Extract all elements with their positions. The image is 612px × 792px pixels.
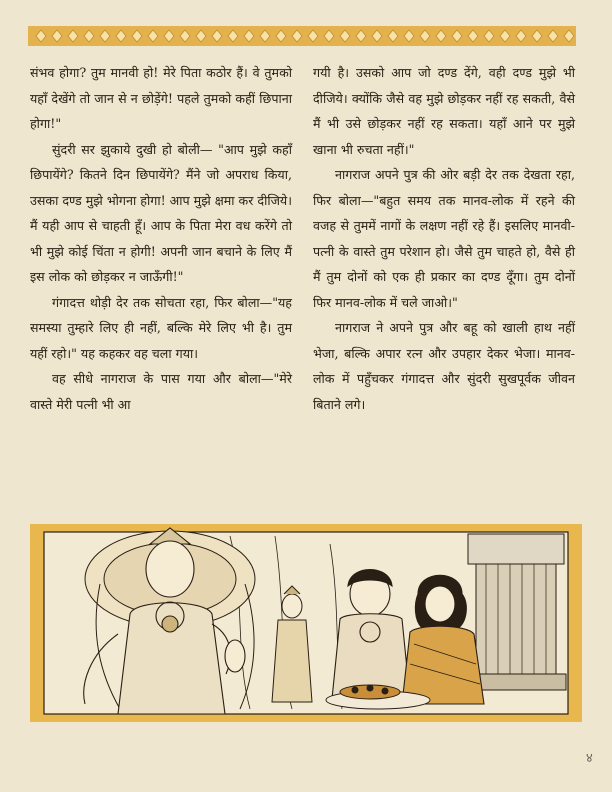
paragraph: सुंदरी सर झुकाये दुखी हो बोली— "आप मुझे कहाँ छिपायेंगे? कितने दिन छिपायेंगे? मैंने जो अपराध किया, उसका दण्ड मुझे भोगना होगा! आप मुझे क्षमा कर दीजिये। मैं यही आप से चाहती हूँ। आप के पिता मेरा वध करेंगे तो भी मुझे कोई चिंता न होगी! अपनी जान बचाने के लिए मैं इस लोक को छोड़कर न जाऊँगी!"	[30, 141, 293, 284]
left-text-column	[30, 60, 292, 417]
page-number: ४	[586, 751, 593, 766]
paragraph: संभव होगा? तुम मानवी हो! मेरे पिता कठोर हैं। वे तुमको यहाँ देखेंगे तो जान से न छोड़ेंगे! पहले तुमको कहीं छिपाना होगा!"	[30, 65, 292, 131]
paragraph: गयी है। उसको आप जो दण्ड देंगे, वही दण्ड मुझे भी दीजिये। क्योंकि जैसे वह मुझे छोड़कर नहीं रह सकती, वैसे मैं भी उसे छोड़कर नहीं रह सकता। यहाँ आने पर मुझे खाना भी रुचता नहीं।"	[313, 65, 575, 157]
paragraph: नागराज अपने पुत्र की ओर बड़ी देर तक देखता रहा, फिर बोला—"बहुत समय तक मानव-लोक में रहने की वजह से तुममें नागों के लक्षण नहीं रहे हैं। इसलिए मानवी-पत्नी के वास्ते तुम परेशान हो। जैसे तुम चाहते हो, वैसे ही मैं तुम दोनों को एक ही प्रकार का दण्ड दूँगा। तुम दोनों फिर मानव-लोक में चले जाओ।"	[313, 167, 575, 310]
paragraph: नागराज ने अपने पुत्र और बहू को खाली हाथ नहीं भेजा, बल्कि अपार रत्न और उपहार देकर भेजा। मानव-लोक में पहुँचकर गंगादत्त और सुंदरी सुखपूर्वक जीवन बिताने लगे।	[313, 320, 575, 412]
decorative-border	[28, 26, 576, 46]
border-pattern	[28, 26, 576, 46]
palace-pillar	[466, 534, 566, 690]
illustration-drawing	[30, 524, 582, 722]
paragraph: वह सीधे नागराज के पास गया और बोला—"मेरे वास्ते मेरी पत्नी भी आ	[30, 371, 292, 412]
right-text-column	[313, 60, 575, 417]
story-illustration	[30, 524, 582, 722]
paragraph: गंगादत्त थोड़ी देर तक सोचता रहा, फिर बोला—"यह समस्या तुम्हारे लिए ही नहीं, बल्कि मेरे लिए भी है। तुम यहीं रहो।" यह कहकर वह चला गया।	[30, 294, 292, 361]
